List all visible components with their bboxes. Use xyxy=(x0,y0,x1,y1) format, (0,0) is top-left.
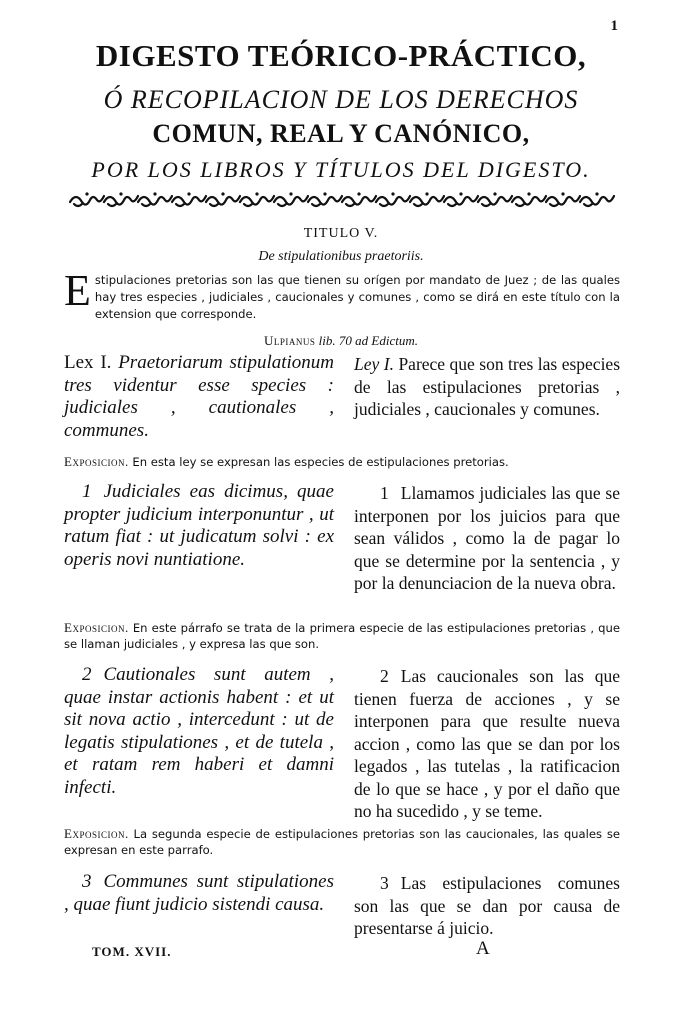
par2-spanish-text: Las caucionales son las que tienen fuerza de acciones , y se interponen para que resulte nueva accion , como las que se dan por los legados , las tutelas , la ratificacion de lo que se hace , y por el daño que no ha sucedido , y se teme. xyxy=(354,666,620,821)
lex1-latin-text: Praetoriarum stipulationum tres videntur esse species : judiciales , cautionales , communes. xyxy=(64,352,334,441)
decorative-ornament-band xyxy=(66,188,616,210)
lex1-spanish xyxy=(354,353,620,421)
exposition-label: Exposicion. xyxy=(64,454,129,469)
par3-spanish-number: 3 xyxy=(380,873,389,893)
par3-latin xyxy=(64,871,334,916)
source-citation xyxy=(0,333,682,349)
book-title-line-4: POR LOS LIBROS Y TÍTULOS DEL DIGESTO. xyxy=(91,157,591,182)
par2-latin xyxy=(64,664,334,799)
volume-marker: TOM. XVII. xyxy=(92,944,172,959)
par1-latin xyxy=(64,481,334,571)
exposition-label: Exposicion. xyxy=(64,826,129,841)
source-reference: lib. 70 ad Edictum. xyxy=(318,333,418,348)
par1-latin-text: Judiciales eas dicimus, quae propter judicium interponuntur , ut ratum fiat : ut judicatum solvi : ex operis novi nuntiatione. xyxy=(64,481,334,570)
drop-cap: E xyxy=(64,266,91,315)
exposition-law xyxy=(64,454,620,470)
par2-latin-text: Cautionales sunt autem , quae instar actionis habent : et ut sit nova actio , intercedunt : ut de legatis stipulationes , et de tutela , et ratam rem haberi et damni infecti. xyxy=(64,664,334,798)
lex1-spanish-text: Parece que son tres las especies de las estipulaciones pretorias , judiciales , caucionales y comunes. xyxy=(354,354,621,419)
exposition-text: La segunda especie de estipulaciones pretorias son las caucionales, las quales se expresan en este parrafo. xyxy=(64,827,620,857)
par1-latin-number: 1 xyxy=(82,481,92,502)
par1-spanish-number: 1 xyxy=(380,483,389,503)
par2-latin-number: 2 xyxy=(82,664,92,685)
source-author: Ulpianus xyxy=(264,333,316,348)
intro-paragraph xyxy=(64,266,620,323)
page-number: 1 xyxy=(610,18,618,34)
exposition-text: En este párrafo se trata de la primera especie de las estipulaciones pretorias , que se llaman judiciales , y expresa las que son. xyxy=(64,621,620,651)
exposition-par1 xyxy=(64,620,620,652)
par1-spanish xyxy=(354,482,620,595)
par3-spanish-text: Las estipulaciones comunes son las que se dan por causa de presentarse á juicio. xyxy=(354,873,620,938)
par1-spanish-text: Llamamos judiciales las que se interponen por los juicios para que sean válidos , como la de pagar lo que se determine por la sentencia , y por la denunciacion de la nueva obra. xyxy=(354,483,620,593)
section-subtitle: De stipulationibus praetoriis. xyxy=(258,249,424,264)
exposition-label: Exposicion. xyxy=(64,620,129,635)
book-title-line-3: COMUN, REAL Y CANÓNICO, xyxy=(152,119,530,148)
par2-spanish xyxy=(354,665,620,823)
exposition-text: En esta ley se expresan las especies de estipulaciones pretorias. xyxy=(132,455,509,469)
book-title-line-2: Ó RECOPILACION DE LOS DERECHOS xyxy=(103,85,579,114)
lex1-latin-head: Lex I. xyxy=(64,352,112,373)
par3-latin-number: 3 xyxy=(82,871,92,892)
signature-mark: A xyxy=(476,938,490,959)
intro-text: stipulaciones pretorias son las que tienen su orígen por mandato de Juez ; de las quales hay tres especies , judiciales , caucionales y comunes , como se dirá en este título con la extension que corresponde. xyxy=(94,273,620,321)
par3-spanish xyxy=(354,872,620,940)
exposition-par2 xyxy=(64,826,620,858)
section-heading: TITULO V. xyxy=(303,226,379,241)
par3-latin-text: Communes sunt stipulationes , quae fiunt judicio sistendi causa. xyxy=(64,871,334,915)
lex1-latin xyxy=(64,352,334,442)
par2-spanish-number: 2 xyxy=(380,666,389,686)
lex1-spanish-head: Ley I. xyxy=(354,354,394,374)
book-title-line-1: DIGESTO TEÓRICO-PRÁCTICO, xyxy=(95,38,587,73)
